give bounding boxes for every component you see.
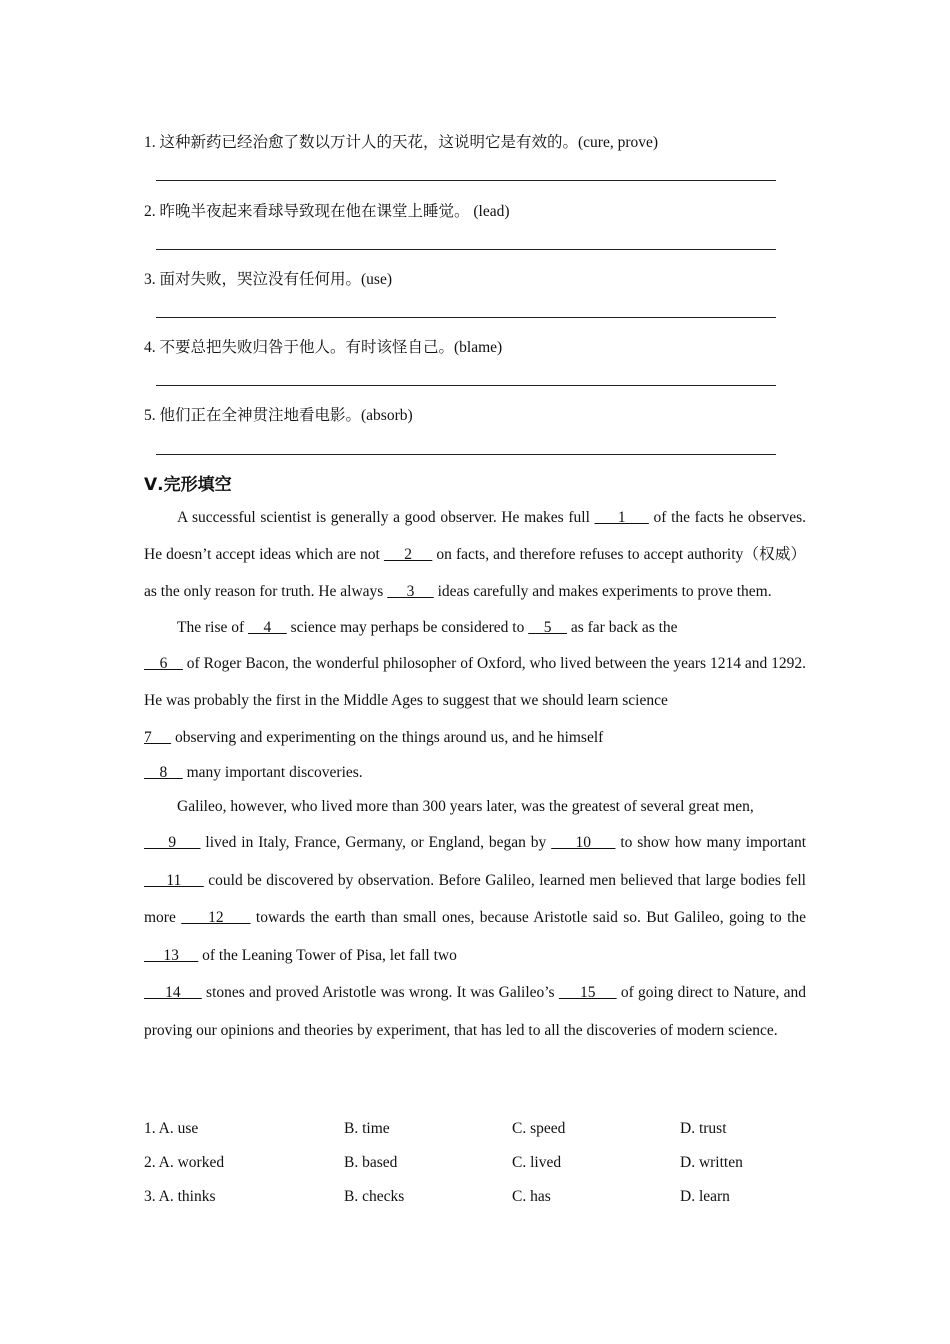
blank-11[interactable]: 11 [144,871,204,889]
passage-text: ideas carefully and makes experiments to prove them. [433,583,772,601]
section-heading: Ⅴ.完形填空 [144,475,232,495]
blank-2[interactable]: 2 [383,546,433,564]
blank-13[interactable]: 13 [144,946,199,964]
answer-line-4[interactable] [156,385,776,386]
passage-text: stones and proved Aristotle was wrong. It was Galileo’s [201,984,559,1002]
answer-line-5[interactable] [156,454,776,455]
option-1-c[interactable]: C. speed [512,1120,566,1137]
translation-item-4: 4. 不要总把失败归咎于他人。有时该怪自己。(blame) [144,339,503,356]
blank-3[interactable]: 3 [387,583,434,601]
option-2-c[interactable]: C. lived [512,1154,562,1171]
option-1-b[interactable]: B. time [344,1120,390,1137]
blank-5[interactable]: 5 [528,618,567,636]
option-3-d[interactable]: D. learn [680,1188,730,1205]
translation-item-2: 2. 昨晚半夜起来看球导致现在他在课堂上睡觉。 (lead) [144,203,510,220]
blank-8[interactable]: 8 [144,764,183,782]
passage-text: of going direct to Nature, and proving our opinions and theories by experiment, that has led to all the discoveries of modern science. [144,984,807,1039]
passage-text: as far back as the [566,618,678,636]
paragraph-8 [144,974,806,1049]
passage-text: of the facts he observes. He doesn’t accept ideas which are not [144,509,806,564]
paragraph-4 [144,719,806,756]
option-3-a[interactable]: 3. A. thinks [144,1188,216,1205]
blank-10[interactable]: 10 [551,834,616,852]
passage-text: on facts, and therefore refuses to accept authority（权威）as the only reason for truth. He always [144,546,807,601]
passage-text: Galileo, however, who lived more than 300 years later, was the greatest of several great men, [177,798,754,816]
blank-6[interactable]: 6 [144,654,183,672]
option-3-c[interactable]: C. has [512,1188,551,1205]
passage-text: science may perhaps be considered to [286,618,529,636]
passage-text: towards the earth than small ones, because Aristotle said so. But Galileo, going to the [250,909,807,927]
passage-text: could be discovered by observation. Before Galileo, learned men believed that large bodies fell more [144,871,806,927]
passage-text: of Roger Bacon, the wonderful philosopher of Oxford, who lived between the years 1214 and 1292. He was probably the first in the Middle Ages to suggest that we should learn science [144,654,806,709]
passage-text: A successful scientist is generally a good observer. He makes full [177,509,595,526]
answer-line-1[interactable] [156,180,776,181]
paragraph-1 [144,499,806,611]
passage-text: many important discoveries. [182,764,363,782]
passage-text: lived in Italy, France, Germany, or England, began by [200,834,552,852]
translation-item-3: 3. 面对失败，哭泣没有任何用。(use) [144,271,392,288]
blank-4[interactable]: 4 [248,618,287,636]
answer-line-3[interactable] [156,317,776,318]
blank-7[interactable]: 7 [144,729,172,747]
option-1-d[interactable]: D. trust [680,1120,727,1137]
translation-item-1: 1. 这种新药已经治愈了数以万计人的天花，这说明它是有效的。(cure, prove) [144,134,659,151]
blank-14[interactable]: 14 [144,984,202,1002]
paragraph-3 [144,645,806,719]
paragraph-7 [144,824,806,974]
blank-15[interactable]: 15 [558,984,617,1002]
translation-item-5: 5. 他们正在全神贯注地看电影。(absorb) [144,407,413,424]
blank-9[interactable]: 9 [144,834,201,852]
option-3-b[interactable]: B. checks [344,1188,405,1205]
option-1-a[interactable]: 1. A. use [144,1120,199,1137]
option-2-d[interactable]: D. written [680,1154,743,1171]
cloze-passage [144,499,806,1049]
passage-text: The rise of [177,618,249,636]
paragraph-6 [144,790,806,824]
answer-line-2[interactable] [156,249,776,250]
blank-12[interactable]: 12 [181,909,251,927]
option-2-b[interactable]: B. based [344,1154,398,1171]
option-2-a[interactable]: 2. A. worked [144,1154,225,1171]
passage-text: to show how many important [615,834,807,852]
passage-text: of the Leaning Tower of Pisa, let fall two [198,946,457,964]
paragraph-2 [144,611,806,645]
passage-text: observing and experimenting on the things around us, and he himself [171,729,604,747]
blank-1[interactable]: 1 [594,509,649,526]
paragraph-5 [144,756,806,790]
